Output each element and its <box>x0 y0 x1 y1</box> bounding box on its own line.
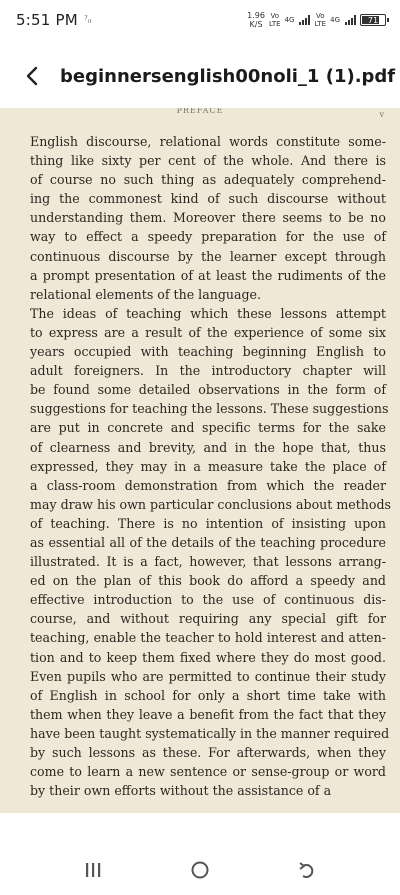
status-bar <box>0 0 400 40</box>
battery-icon <box>360 14 386 26</box>
signal-icon <box>345 15 356 25</box>
home-icon[interactable] <box>185 855 215 885</box>
text-line: them when they leave a benefit from the fact that they <box>30 706 386 722</box>
text-line: The ideas of teaching which these lessons attempt <box>30 305 386 321</box>
text-line: expressed, they may in a measure take the place of <box>30 458 386 474</box>
text-line: by such lessons as these. For afterwards, when they <box>30 745 386 760</box>
back-arrow-icon[interactable] <box>292 855 322 885</box>
network-speed <box>247 11 265 29</box>
text-line: are put in concrete and specific terms for the sake <box>30 420 386 436</box>
network-speed-value: 1.96 <box>247 11 265 20</box>
text-line: thing like sixty per cent of the whole. And there is <box>30 153 386 169</box>
recents-icon[interactable] <box>78 855 108 885</box>
text-line: Even pupils who are permitted to continue their study <box>30 668 386 684</box>
text-line: of clearness and brevity, and in the hope that, thus <box>30 439 386 455</box>
title-bar <box>0 48 400 104</box>
text-line: teaching, enable the teacher to hold interest and atten- <box>30 630 386 646</box>
text-line: as essential all of the details of the teaching procedure <box>30 534 386 550</box>
text-line: ing the commonest kind of such discourse without <box>30 191 386 207</box>
sim2-bottom: LTE <box>314 20 327 28</box>
text-line: illustrated. It is a fact, however, that lessons arrang- <box>30 554 386 570</box>
text-line: course, and without requiring any special gift for <box>30 611 386 627</box>
status-right <box>247 11 386 29</box>
page-text <box>30 132 392 800</box>
sim1-label <box>269 12 281 28</box>
text-line: a prompt presentation of at least the rudiments of the <box>30 267 386 283</box>
text-line: may draw his own particular conclusions about methods <box>30 496 392 512</box>
sim2-label <box>314 12 326 28</box>
network-speed-unit: K/S <box>249 20 263 29</box>
text-line: of English in school for only a short time take with <box>30 687 386 703</box>
text-line: adult foreigners. In the introductory chapter will <box>30 363 386 379</box>
sim1-top: Vo <box>270 12 280 20</box>
document-title: beginnersenglish00noli_1 (1).pdf <box>60 65 396 87</box>
status-time: 5:51 PM <box>16 11 78 29</box>
battery-level: 71 <box>367 15 379 25</box>
text-line: come to learn a new sentence or sense-group or word <box>30 764 386 780</box>
notification-icon: ⁷ᵢₗ <box>83 14 92 26</box>
text-line: continuous discourse by the learner except through <box>30 248 386 264</box>
text-line: understanding them. Moreover there seems to be no <box>30 210 386 226</box>
text-line: suggestions for teaching the lessons. These suggestions <box>30 401 389 417</box>
text-line: years occupied with teaching beginning English to <box>30 344 386 360</box>
text-line: English discourse, relational words constitute some- <box>30 134 386 149</box>
text-line: of teaching. There is no intention of insisting upon <box>30 515 386 531</box>
pdf-page[interactable] <box>0 108 400 813</box>
text-line: way to effect a speedy preparation for the use of <box>30 229 386 245</box>
chevron-left-icon[interactable] <box>20 64 44 88</box>
sim2-top: Vo <box>316 12 325 20</box>
text-line: a class-room demonstration from which the reader <box>30 477 386 493</box>
text-line: be found some detailed observations in the form of <box>30 382 386 398</box>
text-line: effective introduction to the use of continuous dis- <box>30 592 386 608</box>
sim1-bottom: LTE <box>268 20 281 28</box>
text-line: ed on the plan of this book do afford a speedy and <box>30 573 386 589</box>
text-line: to express are a result of the experience of some six <box>30 324 386 340</box>
navigation-bar <box>0 845 400 895</box>
running-head: PREFACE <box>176 108 224 115</box>
signal-icon <box>299 15 310 25</box>
text-line: tion and to keep them fixed where they do most good. <box>30 649 386 665</box>
text-line: by their own efforts without the assistance of a <box>30 783 332 799</box>
text-line: of course no such thing as adequately comprehend- <box>30 172 386 188</box>
status-left <box>16 11 91 29</box>
page-corner-mark: v <box>379 110 384 119</box>
text-line: relational elements of the language. <box>30 286 262 302</box>
sim2-net: 4G <box>330 16 340 24</box>
text-line: have been taught systematically in the manner required <box>30 725 390 741</box>
sim1-net: 4G <box>284 16 295 24</box>
